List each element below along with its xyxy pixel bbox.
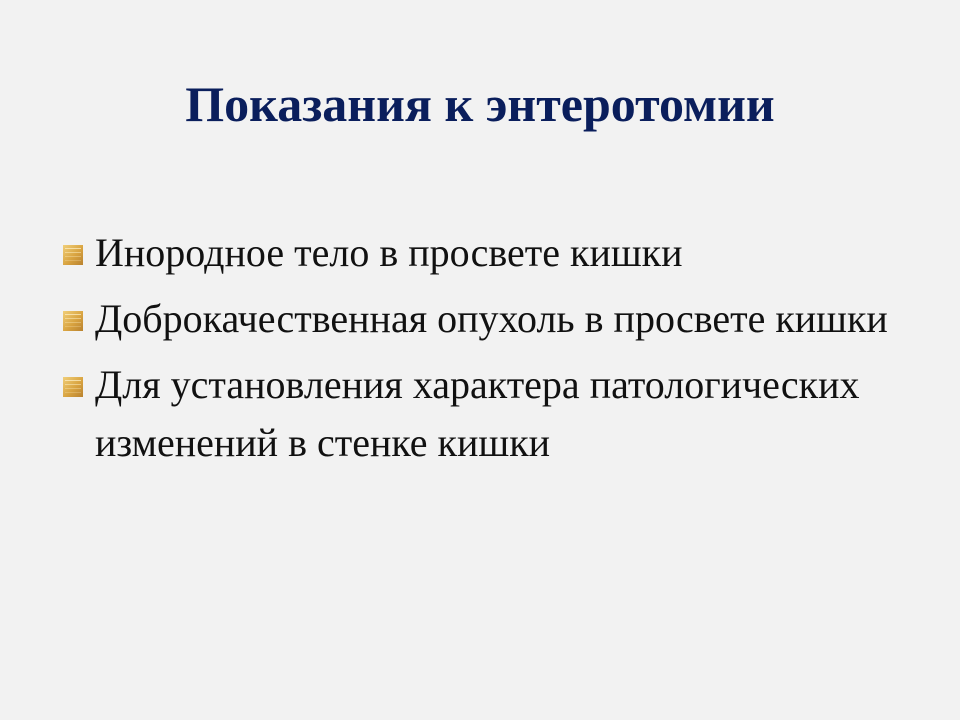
bullet-list bbox=[62, 224, 922, 480]
bullet-text: Доброкачественная опухоль в просвете кишки bbox=[95, 296, 888, 341]
bullet-text: Инородное тело в просвете кишки bbox=[95, 230, 683, 275]
bullet-item bbox=[62, 290, 922, 348]
square-bullet-icon bbox=[62, 376, 84, 398]
bullet-item bbox=[62, 224, 922, 282]
slide-title: Показания к энтеротомии bbox=[185, 76, 775, 132]
bullet-text: Для установления характера патологических изменений в стенке кишки bbox=[95, 362, 860, 465]
square-bullet-icon bbox=[62, 310, 84, 332]
bullet-item bbox=[62, 356, 922, 472]
square-bullet-icon bbox=[62, 244, 84, 266]
